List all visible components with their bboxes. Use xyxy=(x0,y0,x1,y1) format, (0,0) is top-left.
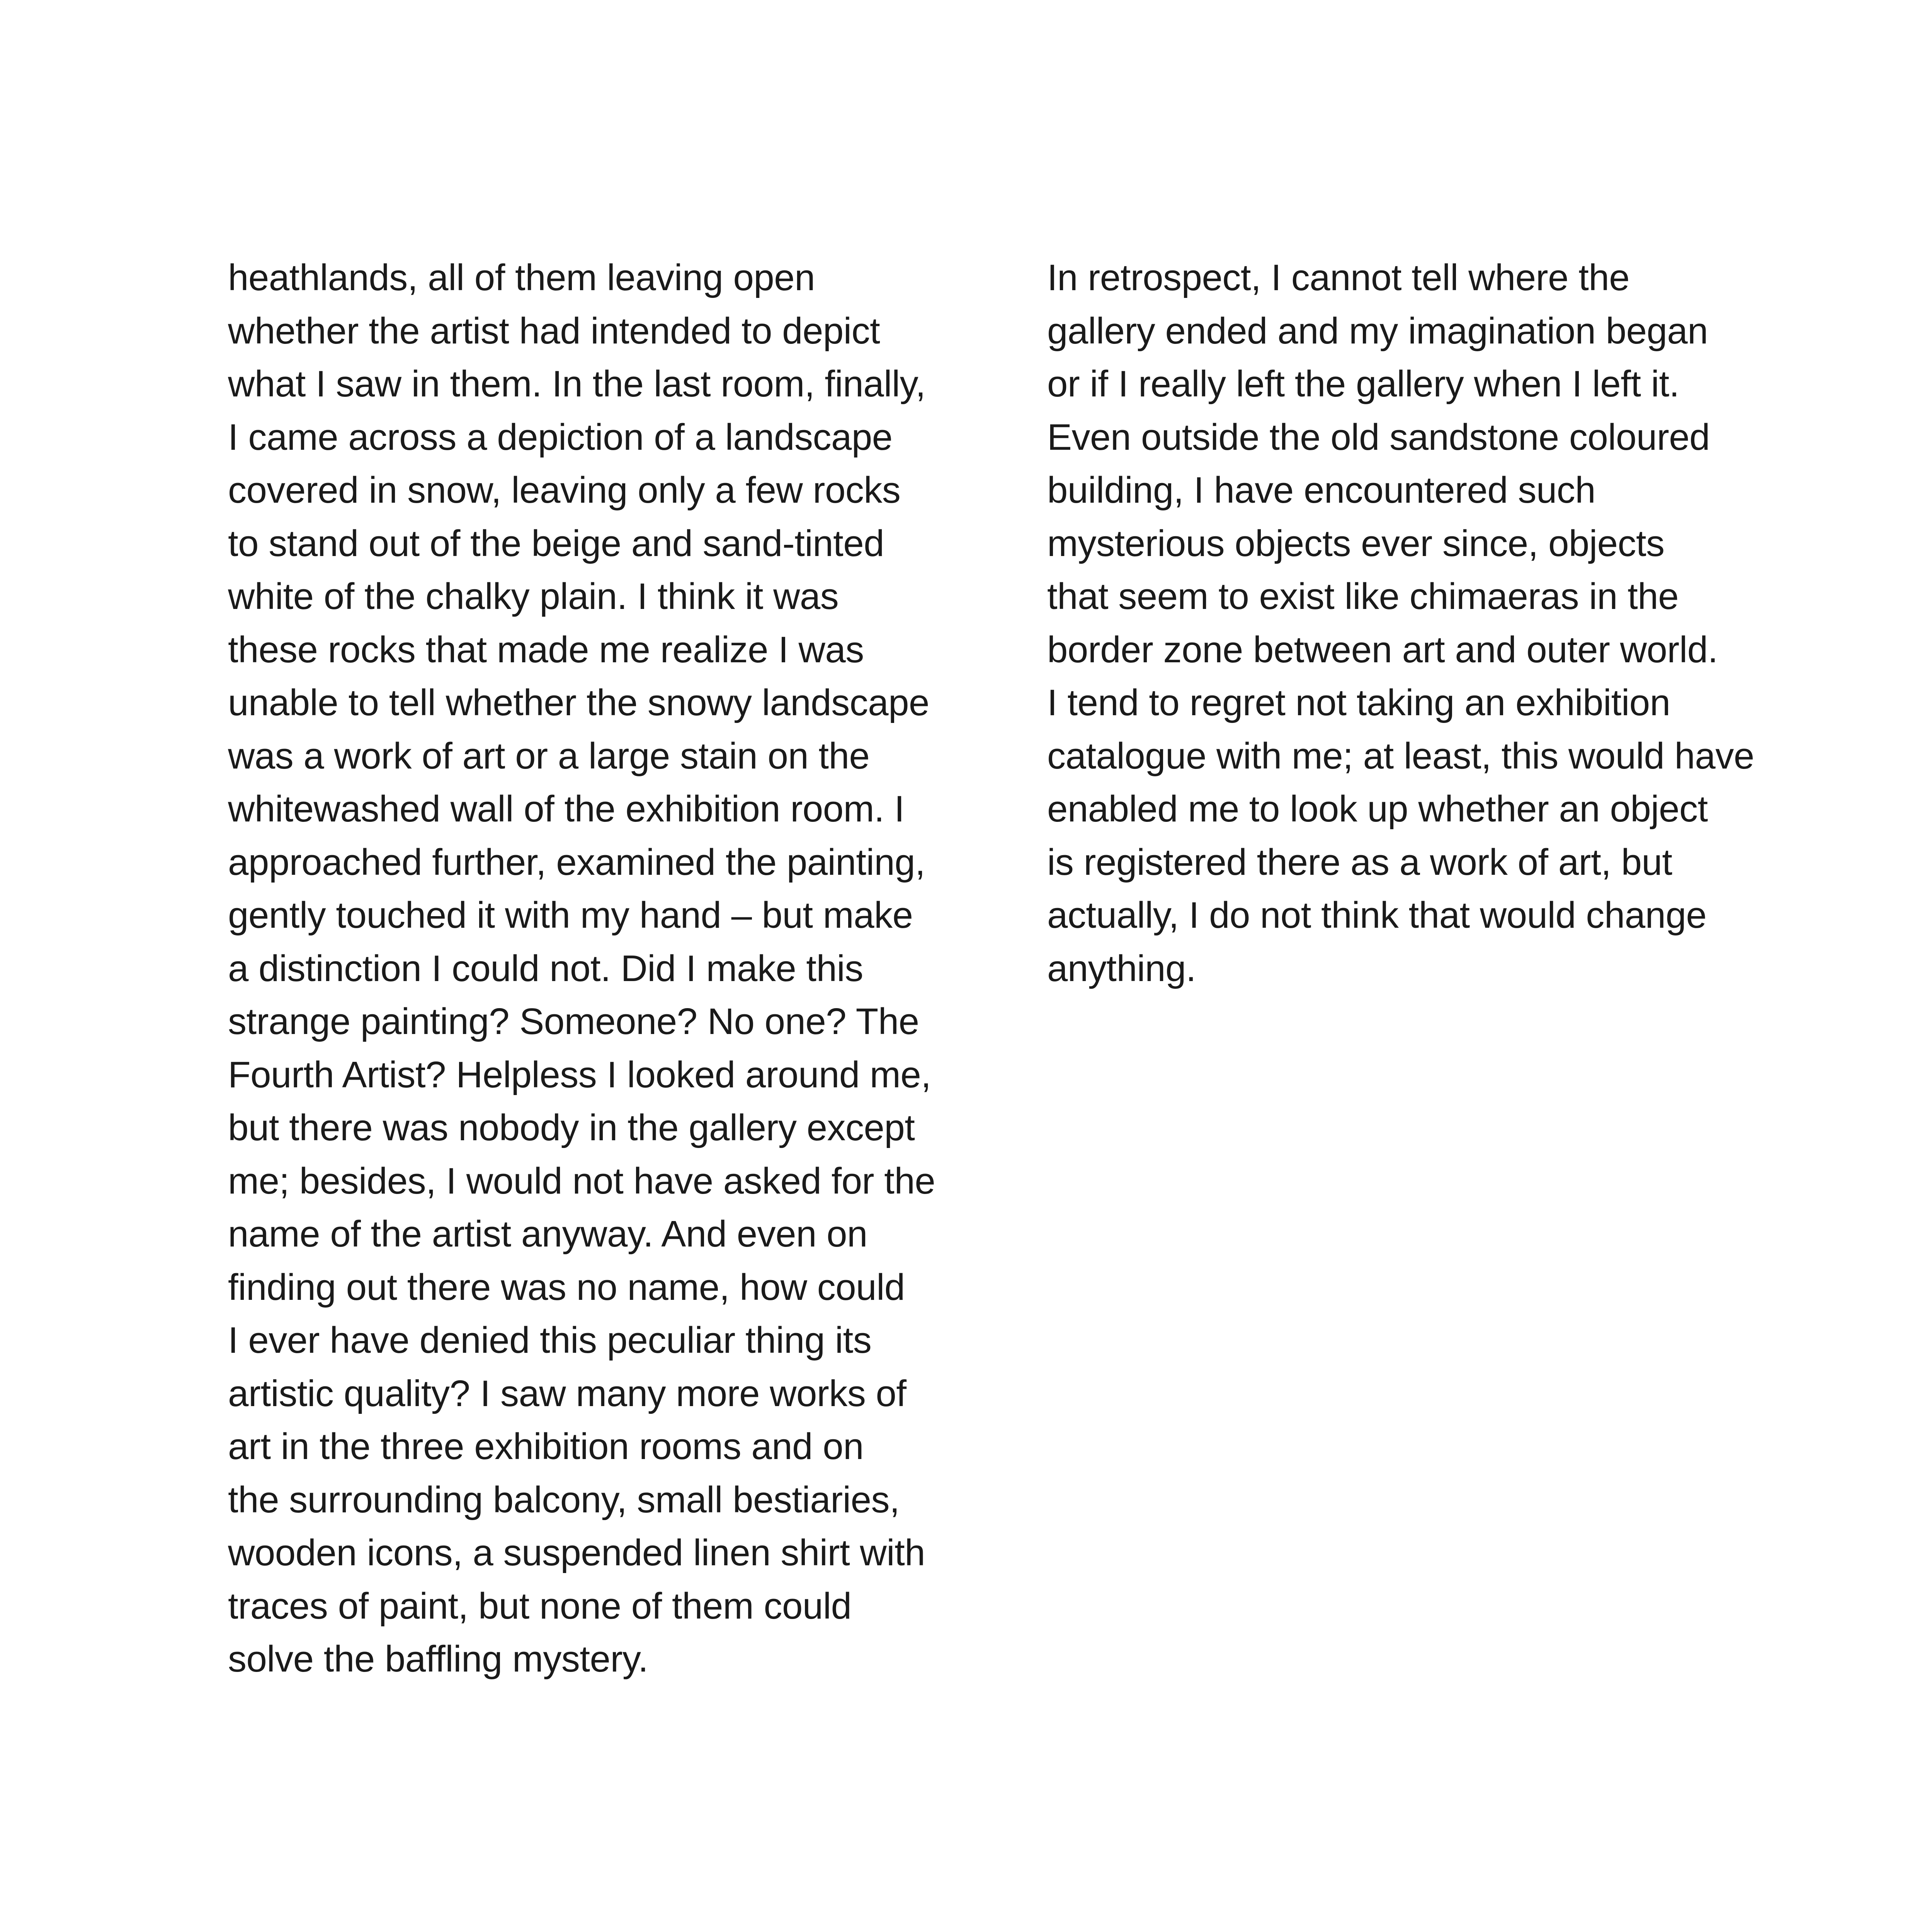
text-line: but there was nobody in the gallery except xyxy=(228,1107,915,1148)
text-line: traces of paint, but none of them could xyxy=(228,1585,852,1627)
text-line: approached further, examined the painting, xyxy=(228,841,925,883)
text-line: covered in snow, leaving only a few rocks xyxy=(228,469,901,511)
text-line: art in the three exhibition rooms and on xyxy=(228,1426,864,1467)
text-line: mysterious objects ever since, objects xyxy=(1047,522,1665,564)
text-line: building, I have encountered such xyxy=(1047,469,1596,511)
text-line: gallery ended and my imagination began xyxy=(1047,310,1708,352)
text-line: I ever have denied this peculiar thing its xyxy=(228,1320,872,1361)
text-line: me; besides, I would not have asked for the xyxy=(228,1160,935,1202)
text-line: white of the chalky plain. I think it was xyxy=(228,576,839,617)
text-line: actually, I do not think that would change xyxy=(1047,895,1707,936)
text-line: or if I really left the gallery when I left it. xyxy=(1047,363,1679,405)
text-line: these rocks that made me realize I was xyxy=(228,629,864,670)
right-text-column xyxy=(1047,251,1781,995)
text-line: gently touched it with my hand – but make xyxy=(228,895,913,936)
text-line: artistic quality? I saw many more works of xyxy=(228,1372,906,1414)
text-line: whether the artist had intended to depict xyxy=(228,310,880,352)
text-line: Even outside the old sandstone coloured xyxy=(1047,416,1710,458)
text-line: that seem to exist like chimaeras in the xyxy=(1047,576,1679,617)
left-text-column xyxy=(228,251,962,1686)
text-line: to stand out of the beige and sand-tinted xyxy=(228,522,884,564)
text-line: is registered there as a work of art, but xyxy=(1047,841,1672,883)
text-line: I tend to regret not taking an exhibition xyxy=(1047,682,1670,723)
text-line: strange painting? Someone? No one? The xyxy=(228,1001,919,1042)
text-line: catalogue with me; at least, this would have xyxy=(1047,735,1754,777)
text-line: solve the baffling mystery. xyxy=(228,1638,648,1680)
text-line: border zone between art and outer world. xyxy=(1047,629,1718,670)
text-line: Fourth Artist? Helpless I looked around me, xyxy=(228,1054,931,1095)
text-line: name of the artist anyway. And even on xyxy=(228,1213,867,1255)
text-line: finding out there was no name, how could xyxy=(228,1266,905,1308)
text-line: what I saw in them. In the last room, finally, xyxy=(228,363,926,405)
text-line: a distinction I could not. Did I make this xyxy=(228,947,863,989)
text-line: was a work of art or a large stain on the xyxy=(228,735,870,777)
text-line: I came across a depiction of a landscape xyxy=(228,416,893,458)
text-line: wooden icons, a suspended linen shirt with xyxy=(228,1532,925,1573)
text-line: In retrospect, I cannot tell where the xyxy=(1047,257,1630,298)
text-line: enabled me to look up whether an object xyxy=(1047,788,1708,830)
text-line: anything. xyxy=(1047,947,1196,989)
text-line: heathlands, all of them leaving open xyxy=(228,257,815,298)
text-line: unable to tell whether the snowy landscape xyxy=(228,682,929,723)
text-line: whitewashed wall of the exhibition room. I xyxy=(228,788,905,830)
text-line: the surrounding balcony, small bestiaries, xyxy=(228,1479,900,1520)
